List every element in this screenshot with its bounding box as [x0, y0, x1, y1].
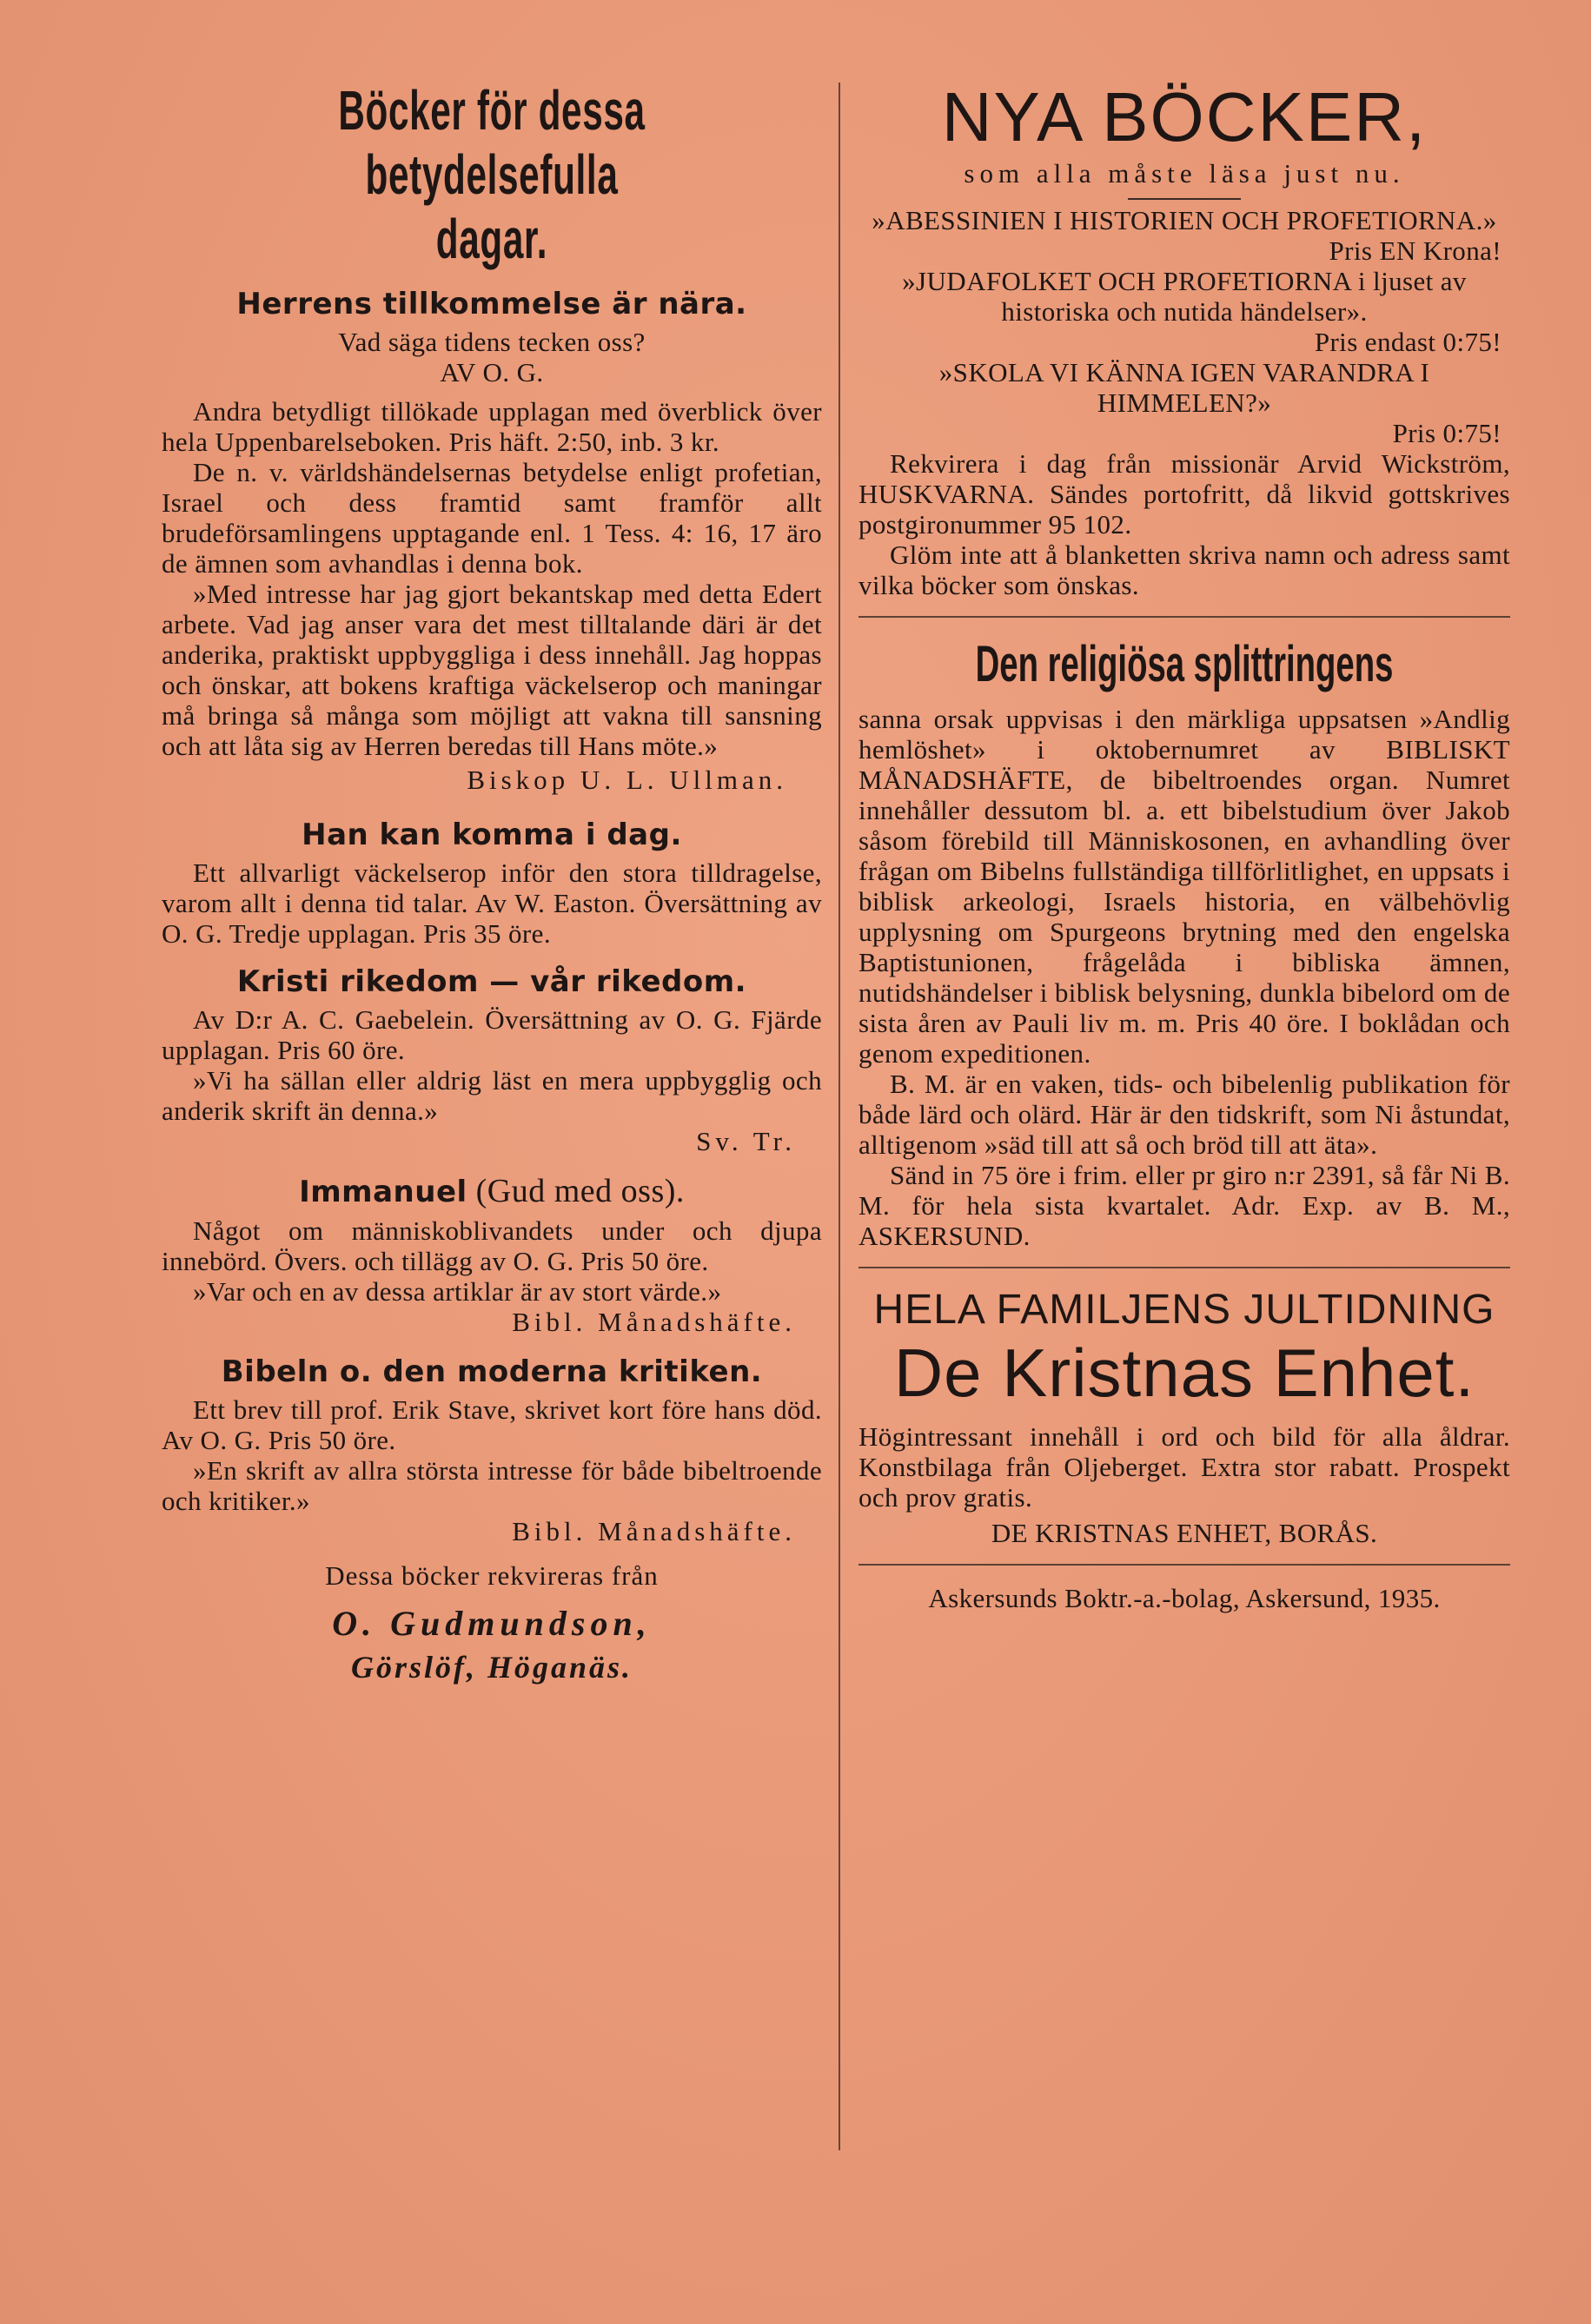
immanuel-heading-bold: Immanuel [299, 1175, 467, 1209]
herrens-signature: Biskop U. L. Ullman. [467, 765, 787, 795]
kristi-heading: Kristi rikedom — vår rikedom. [236, 964, 747, 999]
publisher-place: Görslöf, Höganäs. [350, 1650, 633, 1685]
book1-title: »ABESSINIEN I HISTORIEN OCH PROFETIORNA.» [872, 205, 1497, 235]
bibeln-p2: »En skrift av allra största intresse för både bibeltroende och kritiker.» [162, 1455, 822, 1516]
kristi-section [162, 964, 822, 1156]
printer-line: Askersunds Boktr.-a.-bolag, Askersund, 1935. [928, 1583, 1441, 1613]
immanuel-p2: »Var och en av dessa artiklar är av stort värde.» [193, 1276, 722, 1307]
column-divider [839, 83, 840, 2150]
religiosa-heading: Den religiösa splittringens [975, 636, 1394, 692]
herrens-heading: Herrens tillkommelse är nära. [236, 287, 747, 321]
right-column [858, 78, 1510, 1613]
bibeln-heading: Bibeln o. den moderna kritiken. [221, 1354, 763, 1389]
nya-order: Rekvirera i dag från missionär Arvid Wickström, HUSKVARNA. Sändes portofritt, då likvid gottskrives postgironummer 95 102. [858, 448, 1510, 540]
herrens-author: AV O. G. [440, 357, 544, 387]
hankan-heading: Han kan komma i dag. [302, 818, 682, 852]
jul-address: DE KRISTNAS ENHET, BORÅS. [991, 1518, 1378, 1548]
religiosa-p2: B. M. är en vaken, tids- och bibelenlig publikation för både lärd och olärd. Här är den tidskrift, som Ni åstundat, alltigenom »säd till att så och bröd till att äta». [858, 1069, 1510, 1160]
section-divider-2 [858, 1267, 1510, 1268]
herrens-p1: Andra betydligt tillökade upplagan med överblick över hela Uppenbarelseboken. Pris häft. 2:50, inb. 3 kr. [162, 396, 822, 457]
order-text: Dessa böcker rekvireras från [325, 1560, 659, 1591]
book3-title: »SKOLA VI KÄNNA IGEN VARANDRA I HIMMELEN?» [938, 357, 1430, 418]
bibeln-signature: Bibl. Månadshäfte. [512, 1516, 796, 1546]
immanuel-heading [162, 1172, 822, 1210]
immanuel-p1: Något om människoblivandets under och djupa innebörd. Övers. och tillägg av O. G. Pris 50 öre. [162, 1215, 822, 1276]
kristi-p1: Av D:r A. C. Gaebelein. Översättning av O. G. Fjärde upplagan. Pris 60 öre. [162, 1004, 822, 1065]
bibeln-section [162, 1354, 822, 1546]
immanuel-section [162, 1172, 822, 1337]
herrens-p2: De n. v. världshändelsernas betydelse enligt profetian, Israel och dess framtid samt framför allt brudeförsamlingens upptagande enl. 1 Tess. 4: 16, 17 äro de ämnen som avhandlas i denna bok. [162, 457, 822, 579]
herrens-subtitle: Vad säga tidens tecken oss? [338, 327, 646, 357]
hankan-section [162, 818, 822, 949]
religiosa-p1: sanna orsak uppvisas i den märkliga uppsatsen »Andlig hemlöshet» i oktobernumret av BIBLISKT MÅNADSHÄFTE, de bibeltroendes organ. Numret innehåller dessutom bl. a. ett bibelstudium över Jakob såsom förebild till Människosonen, en avhandling över frågan om Bibelns fullständiga tillförlitlighet, en uppsats i biblisk arkeologi, Israels historia, en välbehövlig upplysning om Spurgeons brytning med den engelska Baptistunionen, frågelåda i bibliska ämnen, nutidshändelser i biblisk belysning, dunkla bibelord om de sista åren av Pauli liv m. m. Pris 40 öre. I boklådan och genom expeditionen. [858, 704, 1510, 1069]
nya-title: NYA BÖCKER, [941, 78, 1428, 156]
kristi-p2: »Vi ha sällan eller aldrig läst en mera uppbygglig och anderik skrift än denna.» [162, 1065, 822, 1126]
book2-price: Pris endast 0:75! [1314, 327, 1502, 357]
jul-p1: Högintressant innehåll i ord och bild för alla åldrar. Konstbilaga från Oljeberget. Extra stor rabatt. Prospekt och prov gratis. [858, 1421, 1510, 1513]
book3-price: Pris 0:75! [1392, 418, 1502, 448]
section-divider-1 [858, 616, 1510, 618]
jul-heading2: De Kristnas Enhet. [893, 1334, 1475, 1411]
immanuel-signature: Bibl. Månadshäfte. [512, 1307, 796, 1337]
book1-price: Pris EN Krona! [1329, 235, 1502, 266]
left-title-line2: dagar. [435, 208, 548, 270]
immanuel-heading-rest: (Gud med oss). [467, 1173, 685, 1209]
jul-section [858, 1286, 1510, 1548]
religiosa-p3: Sänd in 75 öre i frim. eller pr giro n:r 2391, så får Ni B. M. för hela sista kvartalet. Adr. Exp. av B. M., ASKERSUND. [858, 1160, 1510, 1251]
left-column [162, 78, 822, 1685]
hankan-p1: Ett allvarligt väckelserop inför den stora tilldragelse, varom allt i denna tid talar. Av W. Easton. Översättning av O. G. Tredje upplagan. Pris 35 öre. [162, 857, 822, 949]
kristi-signature: Sv. Tr. [696, 1126, 796, 1156]
short-divider [1128, 198, 1241, 200]
book2-title: »JUDAFOLKET OCH PROFETIORNA i ljuset av historiska och nutida händelser». [902, 266, 1467, 327]
publisher-name: O. Gudmundson, [332, 1604, 652, 1643]
bibeln-p1: Ett brev till prof. Erik Stave, skrivet kort före hans död. Av O. G. Pris 50 öre. [162, 1394, 822, 1455]
nya-note: Glöm inte att å blanketten skriva namn och adress samt vilka böcker som önskas. [858, 540, 1510, 600]
religiosa-section [858, 635, 1510, 1251]
herrens-section [162, 287, 822, 795]
nya-section [858, 78, 1510, 600]
section-divider-3 [858, 1564, 1510, 1566]
left-title-line1: Böcker för dessa betydelsefulla [338, 79, 646, 206]
herrens-p3: »Med intresse har jag gjort bekantskap med detta Edert arbete. Vad jag anser vara det mest tilltalande däri är det anderika, praktiskt uppbyggliga i dess innehåll. Jag hoppas och önskar, att bokens kraftiga väckelserop och maningar må bringa så många som möjligt att vakna till sansning och att låta sig av Herren beredas till Hans möte.» [162, 579, 822, 761]
nya-subtitle: som alla måste läsa just nu. [964, 158, 1405, 189]
jul-heading1: HELA FAMILJENS JULTIDNING [873, 1287, 1495, 1333]
